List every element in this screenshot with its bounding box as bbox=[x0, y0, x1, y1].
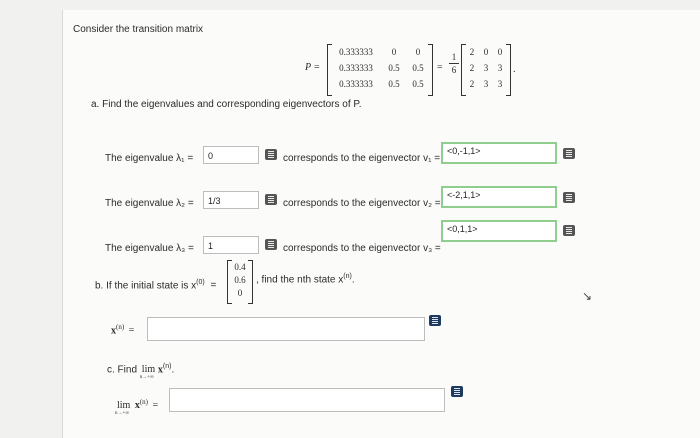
part-a-prompt: a. Find the eigenvalues and corresponding eigenvectors of P. bbox=[91, 99, 362, 110]
p-cell: 0.5 bbox=[412, 63, 424, 73]
eigenvalue-1-input[interactable]: 0 bbox=[203, 146, 259, 164]
part-c-lim: lim bbox=[141, 364, 156, 376]
matrix-period: . bbox=[513, 64, 516, 75]
part-c-x-superscript: (n) bbox=[162, 363, 172, 370]
m-cell: 2 bbox=[469, 47, 475, 57]
limit-label-x: x bbox=[134, 400, 140, 412]
eigenvector-1-input[interactable]: <0,-1,1> bbox=[441, 142, 557, 164]
limit-label bbox=[115, 398, 159, 417]
mouse-cursor-icon: ↘ bbox=[582, 289, 593, 303]
p-cell: 0.5 bbox=[388, 63, 400, 73]
part-b-find-period: . bbox=[351, 274, 355, 286]
m-cell: 0 bbox=[497, 47, 503, 57]
part-b-prompt-text: b. If the initial state is x bbox=[95, 280, 197, 292]
part-b-prompt bbox=[95, 279, 216, 291]
format-button-icon[interactable] bbox=[429, 315, 441, 326]
xn-equals: = bbox=[128, 325, 135, 337]
format-button-icon[interactable] bbox=[265, 239, 277, 250]
eigenvalue-1-label: The eigenvalue λ₁ = bbox=[105, 153, 194, 164]
part-b-find-superscript: (n) bbox=[343, 273, 352, 280]
p-cell: 0 bbox=[391, 47, 397, 57]
m-cell: 3 bbox=[497, 63, 503, 73]
limit-label-superscript: (n) bbox=[139, 398, 149, 406]
part-c-lim-subscript: n→+∞ bbox=[139, 375, 154, 381]
format-button-icon[interactable] bbox=[563, 225, 575, 236]
eigenvector-1-label: corresponds to the eigenvector v₁ = bbox=[283, 153, 441, 164]
eigenvalue-3-input[interactable]: 1 bbox=[203, 236, 259, 254]
part-c-prompt-text: c. Find bbox=[107, 364, 138, 376]
m-cell: 3 bbox=[497, 79, 503, 89]
format-button-icon[interactable] bbox=[563, 192, 575, 203]
p-cell: 0 bbox=[415, 47, 421, 57]
xn-label-x: x bbox=[111, 325, 116, 337]
question-panel bbox=[62, 10, 700, 438]
p-cell: 0.5 bbox=[388, 79, 400, 89]
m-cell: 2 bbox=[469, 79, 475, 89]
part-b-find-text bbox=[256, 273, 355, 285]
eigenvalue-2-input[interactable]: 1/3 bbox=[203, 191, 259, 209]
eigenvalue-3-label: The eigenvalue λ₃ = bbox=[105, 243, 194, 254]
part-c-x: x bbox=[157, 364, 163, 376]
eigenvector-3-label: corresponds to the eigenvector v₃ = bbox=[283, 243, 441, 254]
integer-matrix bbox=[461, 44, 511, 96]
eigenvector-2-label: corresponds to the eigenvector v₂ = bbox=[283, 198, 441, 209]
intro-text: Consider the transition matrix bbox=[73, 24, 204, 35]
m-cell: 3 bbox=[483, 79, 489, 89]
xn-label bbox=[111, 323, 134, 336]
limit-equals: = bbox=[152, 400, 159, 412]
p-cell: 0.5 bbox=[412, 79, 424, 89]
fraction bbox=[449, 52, 459, 75]
x0-cell: 0 bbox=[237, 288, 243, 298]
part-c-limit bbox=[139, 364, 156, 381]
p-cell: 0.333333 bbox=[339, 79, 373, 89]
m-cell: 2 bbox=[469, 63, 475, 73]
xn-answer-input[interactable] bbox=[147, 317, 425, 341]
limit-label-subscript: n→+∞ bbox=[115, 411, 129, 417]
xn-label-superscript: (n) bbox=[116, 323, 125, 331]
format-button-icon[interactable] bbox=[265, 194, 277, 205]
format-button-icon[interactable] bbox=[563, 148, 575, 159]
x0-cell: 0.4 bbox=[234, 262, 246, 272]
limit-label-lim bbox=[115, 400, 131, 417]
fraction-denominator: 6 bbox=[451, 65, 457, 75]
initial-state-vector bbox=[227, 260, 253, 304]
eigenvector-3-input[interactable]: <0,1,1> bbox=[441, 220, 557, 242]
part-b-find-label: , find the nth state x bbox=[256, 274, 344, 286]
eigenvector-2-input[interactable]: <-2,1,1> bbox=[441, 186, 557, 208]
part-c-prompt bbox=[107, 363, 175, 381]
part-b-superscript: (0) bbox=[196, 279, 205, 286]
m-cell: 0 bbox=[483, 47, 489, 57]
m-cell: 3 bbox=[483, 63, 489, 73]
format-button-icon[interactable] bbox=[451, 386, 463, 397]
p-matrix bbox=[327, 44, 433, 96]
p-symbol: P = bbox=[305, 62, 321, 73]
eigenvalue-2-label: The eigenvalue λ₂ = bbox=[105, 198, 194, 209]
limit-answer-input[interactable] bbox=[169, 388, 445, 412]
limit-label-lim-text: lim bbox=[117, 400, 131, 412]
x0-cell: 0.6 bbox=[234, 275, 246, 285]
format-button-icon[interactable] bbox=[265, 149, 277, 160]
equals-sign: = bbox=[437, 62, 443, 73]
fraction-numerator: 1 bbox=[451, 52, 457, 62]
part-c-period: . bbox=[171, 364, 175, 376]
p-cell: 0.333333 bbox=[339, 47, 373, 57]
part-b-equals: = bbox=[210, 280, 217, 292]
p-cell: 0.333333 bbox=[339, 63, 373, 73]
